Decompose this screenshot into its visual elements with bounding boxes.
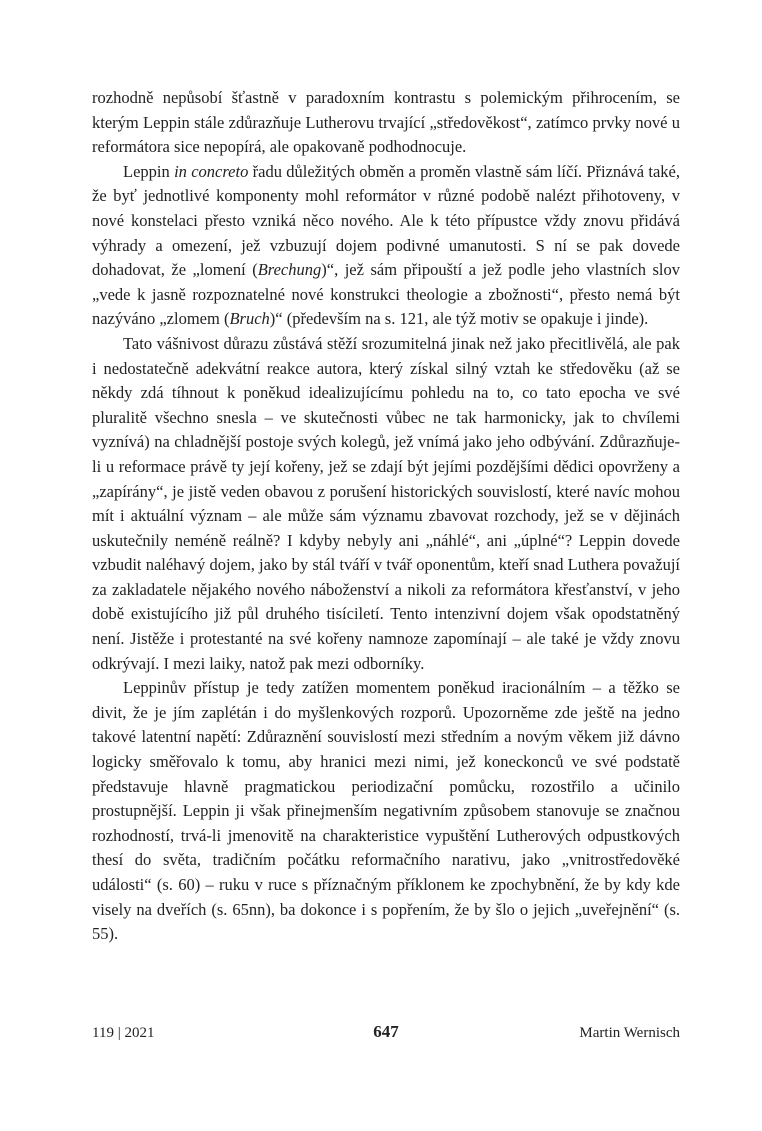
text-run: )“ (především na s. 121, ale týž motiv se opakuje i jinde). [269, 309, 649, 329]
paragraph [92, 160, 680, 332]
paragraph [92, 86, 680, 160]
text-run: )“, jež sám připouští a jež podle jeho vlastních slov „vede k jasně rozpoznatelné nové konstrukci theologie a zbožnosti“, přesto nemá být nazýváno „zlomem ( [92, 260, 680, 329]
italic-text: in concreto [174, 161, 249, 181]
text-run: rozhodně nepůsobí šťastně v paradoxním kontrastu s polemickým přihrocením, se kterým Leppin stále zdůrazňuje Lutherovu trvající „středověkost“, zatímco prvky nové u reformátora sice nepopírá, ale opakovaně podhodnocuje. [92, 88, 680, 157]
article-author: Martin Wernisch [579, 1025, 680, 1041]
page-number: 647 [373, 1022, 399, 1041]
page-footer [92, 1022, 680, 1046]
paragraph [92, 332, 680, 676]
italic-text: Bruch [229, 309, 270, 329]
text-run: Leppin [123, 161, 175, 181]
paragraph [92, 676, 680, 947]
body-text [92, 86, 680, 947]
journal-issue: 119 | 2021 [92, 1025, 155, 1041]
text-run: Tato vášnivost důrazu zůstává stěží srozumitelná jinak než jako přecitlivělá, ale pak i nedostatečně adekvátní reakce autora, který získal silný vztah ke středověku (až se někdy zdá tíhnout k poněkud idealizujícímu pohledu na to, co tato epocha ve své pluralitě všechno snesla – ve skutečnosti vůbec ne tak harmonicky, jak to chvílemi vyznívá) na chladnější postoje svých kolegů, jež vnímá jako jeho odbývání. Zdůrazňuje-li u reformace právě ty její kořeny, jež se zdají být jejími pozdějšími dědici opovrženy a „zapírány“, je jistě veden obavou z porušení historických souvislostí, které navíc mohou mít i aktuální význam – ale může sám významu zbavovat rozchody, jež se v dějinách uskutečnily neméně reálně? I kdyby nebyly ani „náhlé“, ani „úplné“? Leppin dovede vzbudit naléhavý dojem, jako by stál tváří v tvář oponentům, kteří snad Luthera považují za zakladatele nějakého nového náboženství a nikoli za reformátora křesťanství, v jeho době existujícího již půl druhého tisíciletí. Tento intenzivní dojem však opodstatněný není. Jistěže i protestanté na své kořeny namnoze zapomínají – ale také je vždy znovu odkrývají. I mezi laiky, natož pak mezi odborníky. [92, 333, 680, 673]
italic-text: Brechung [257, 260, 322, 280]
text-run: řadu důležitých obměn a proměn vlastně sám líčí. Přiznává také, že byť jednotlivé komponenty mohl reformátor v různé podobě nalézt přihotoveny, v nové konstelaci přesto vzniká něco nového. Ale k této přípustce vždy znovu přidává výhrady a omezení, jež vzbuzují dojem podivné umanutosti. S ní se pak dovede dohadovat, že „lomení ( [92, 161, 680, 280]
text-run: Leppinův přístup je tedy zatížen momentem poněkud iracionálním – a těžko se divit, že je jím zaplétán i do myšlenkových rozporů. Upozorněme zde ještě na jedno takové latentní napětí: Zdůraznění souvislostí mezi středním a novým věkem již dávno logicky směřovalo k tomu, aby hranici mezi nimi, jež koneckonců ve své podstatě představuje hlavně pragmatickou periodizační pomůcku, rozostřilo a učinilo prostupnější. Leppin ji však přinejmenším negativním způsobem stanovuje se značnou rozhodností, trvá-li jmenovitě na charakteristice vypuštění Lutherových odpustkových thesí do světa, tradičním počátku reformačního narativu, jako „vnitrostředověké události“ (s. 60) – ruku v ruce s příznačným příklonem ke zpochybnění, že by kdy kde visely na dveřích (s. 65nn), ba dokonce i s popřením, že by šlo o jejich „uveřejnění“ (s. 55). [92, 678, 680, 944]
